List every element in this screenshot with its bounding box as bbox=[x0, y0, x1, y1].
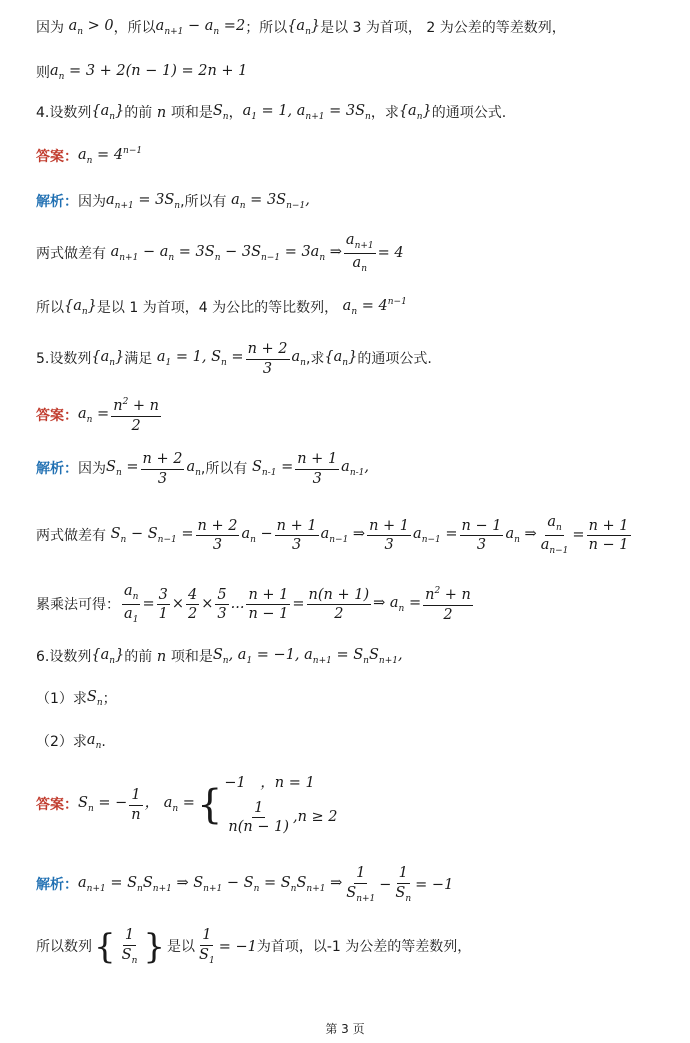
answer-4: 答案： $a_n = 4^{n-1}$ bbox=[36, 146, 143, 166]
question-5: 5.设数列 $\{a_n\}$ 满足 $a_1 = 1$, $S_n$ = $\frac{n + 2}{3}$ $a_n$ ,求 $\{a_n\}$ 的通项公式. bbox=[36, 341, 432, 377]
line-2: 则 $a_n = 3 + 2(n - 1) = 2n + 1$ bbox=[36, 63, 248, 82]
answer-6: 答案： $S_n$ = − $\frac{1}{n}$ ， $a_n$ = { −1 ，n = 1 $\frac{1}{n(n - 1)}$ ,n ≥ 2 bbox=[36, 775, 338, 835]
answer-5: 答案： $a_n$ = $\frac{n^2 + n}{2}$ bbox=[36, 397, 160, 434]
analysis-6: 解析： $a_{n+1} = S_nS_{n+1}$ ⇒ $S_{n+1} - S_n = S_nS_{n+1}$ ⇒ $\frac{1}{S_{n+1}}$ − $\frac{1}{S_n}$ = −1 bbox=[36, 865, 454, 904]
analysis-5: 解析： 因为 $S_n$ = $\frac{n + 2}{3}$ $a_n$ ,所以有 $S_{n-1}$ = $\frac{n + 1}{3}$ $a_{n-1}$, bbox=[36, 451, 370, 487]
question-6-part-1: （1）求 $S_n$ ； bbox=[36, 689, 117, 708]
analysis-4-diff: 两式做差有 $a_{n+1} - a_n = 3S_n - 3S_{n-1} = 3a_n$ ⇒ $\frac{a_{n+1}}{a_n}$ = 4 bbox=[36, 232, 404, 274]
line-1: 因为 $a_n > 0$ ，所以 $a_{n+1} - a_n =2$ ；所以 $\{a_n\}$ 是以 3 为首项， 2 为公差的等差数列， bbox=[36, 18, 566, 37]
analysis-4: 解析： 因为 $a_{n+1} = 3S_n$ ,所以有 $a_n = 3S_{n-1}$, bbox=[36, 192, 310, 211]
math: $a_n > 0$ bbox=[64, 18, 114, 37]
left-brace: { bbox=[196, 782, 223, 829]
page-number: 第 3 页 bbox=[325, 1022, 365, 1036]
question-6: 6.设数列 $\{a_n\}$ 的前 n 项和是 $S_n$, $a_1 = -1$, $a_{n+1} = S_nS_{n+1}$, bbox=[36, 647, 403, 666]
question-4: 4.设数列 $\{a_n\}$ 的前 n 项和是 $S_n$ ， $a_1 = 1$, $a_{n+1} = 3S_n$ ，求 $\{a_n\}$ 的通项公式. bbox=[36, 103, 507, 122]
analysis-6-conclusion: 所以数列 { $\frac{1}{S_n}$ } 是以 $\frac{1}{S_1}$ = −1 为首项，以-1 为公差的等差数列， bbox=[36, 926, 472, 967]
question-6-part-2: （2）求 $a_n$ . bbox=[36, 732, 106, 751]
analysis-5-product: 累乘法可得： $\frac{a_n}{a_1}$ = $\frac{3}{1}$ × $\frac{4}{2}$ × $\frac{5}{3}$ ... $\frac{n + 1}{n - 1}$ = $\frac{n(n + 1)}{2}$ ⇒ $a_n$ = $\frac{n^2 + n}{2}$ bbox=[36, 583, 471, 625]
analysis-4-conclusion: 所以 $\{a_n\}$ 是以 1 为首项，4 为公比的等比数列， $a_n = 4^{n-1}$ bbox=[36, 297, 407, 317]
analysis-5-diff: 两式做差有 $S_n - S_{n-1}$ = $\frac{n + 2}{3}$ $a_n$ − $\frac{n + 1}{3}$ $a_{n-1}$ ⇒ $\frac{n + 1}{3}$ $a_{n-1}$ = $\frac{n - 1}{3}$ $a_n$ ⇒ $\frac{a_n}{a_{n-1}}$ = $\frac{n + 1}{n - 1}$ bbox=[36, 514, 629, 556]
